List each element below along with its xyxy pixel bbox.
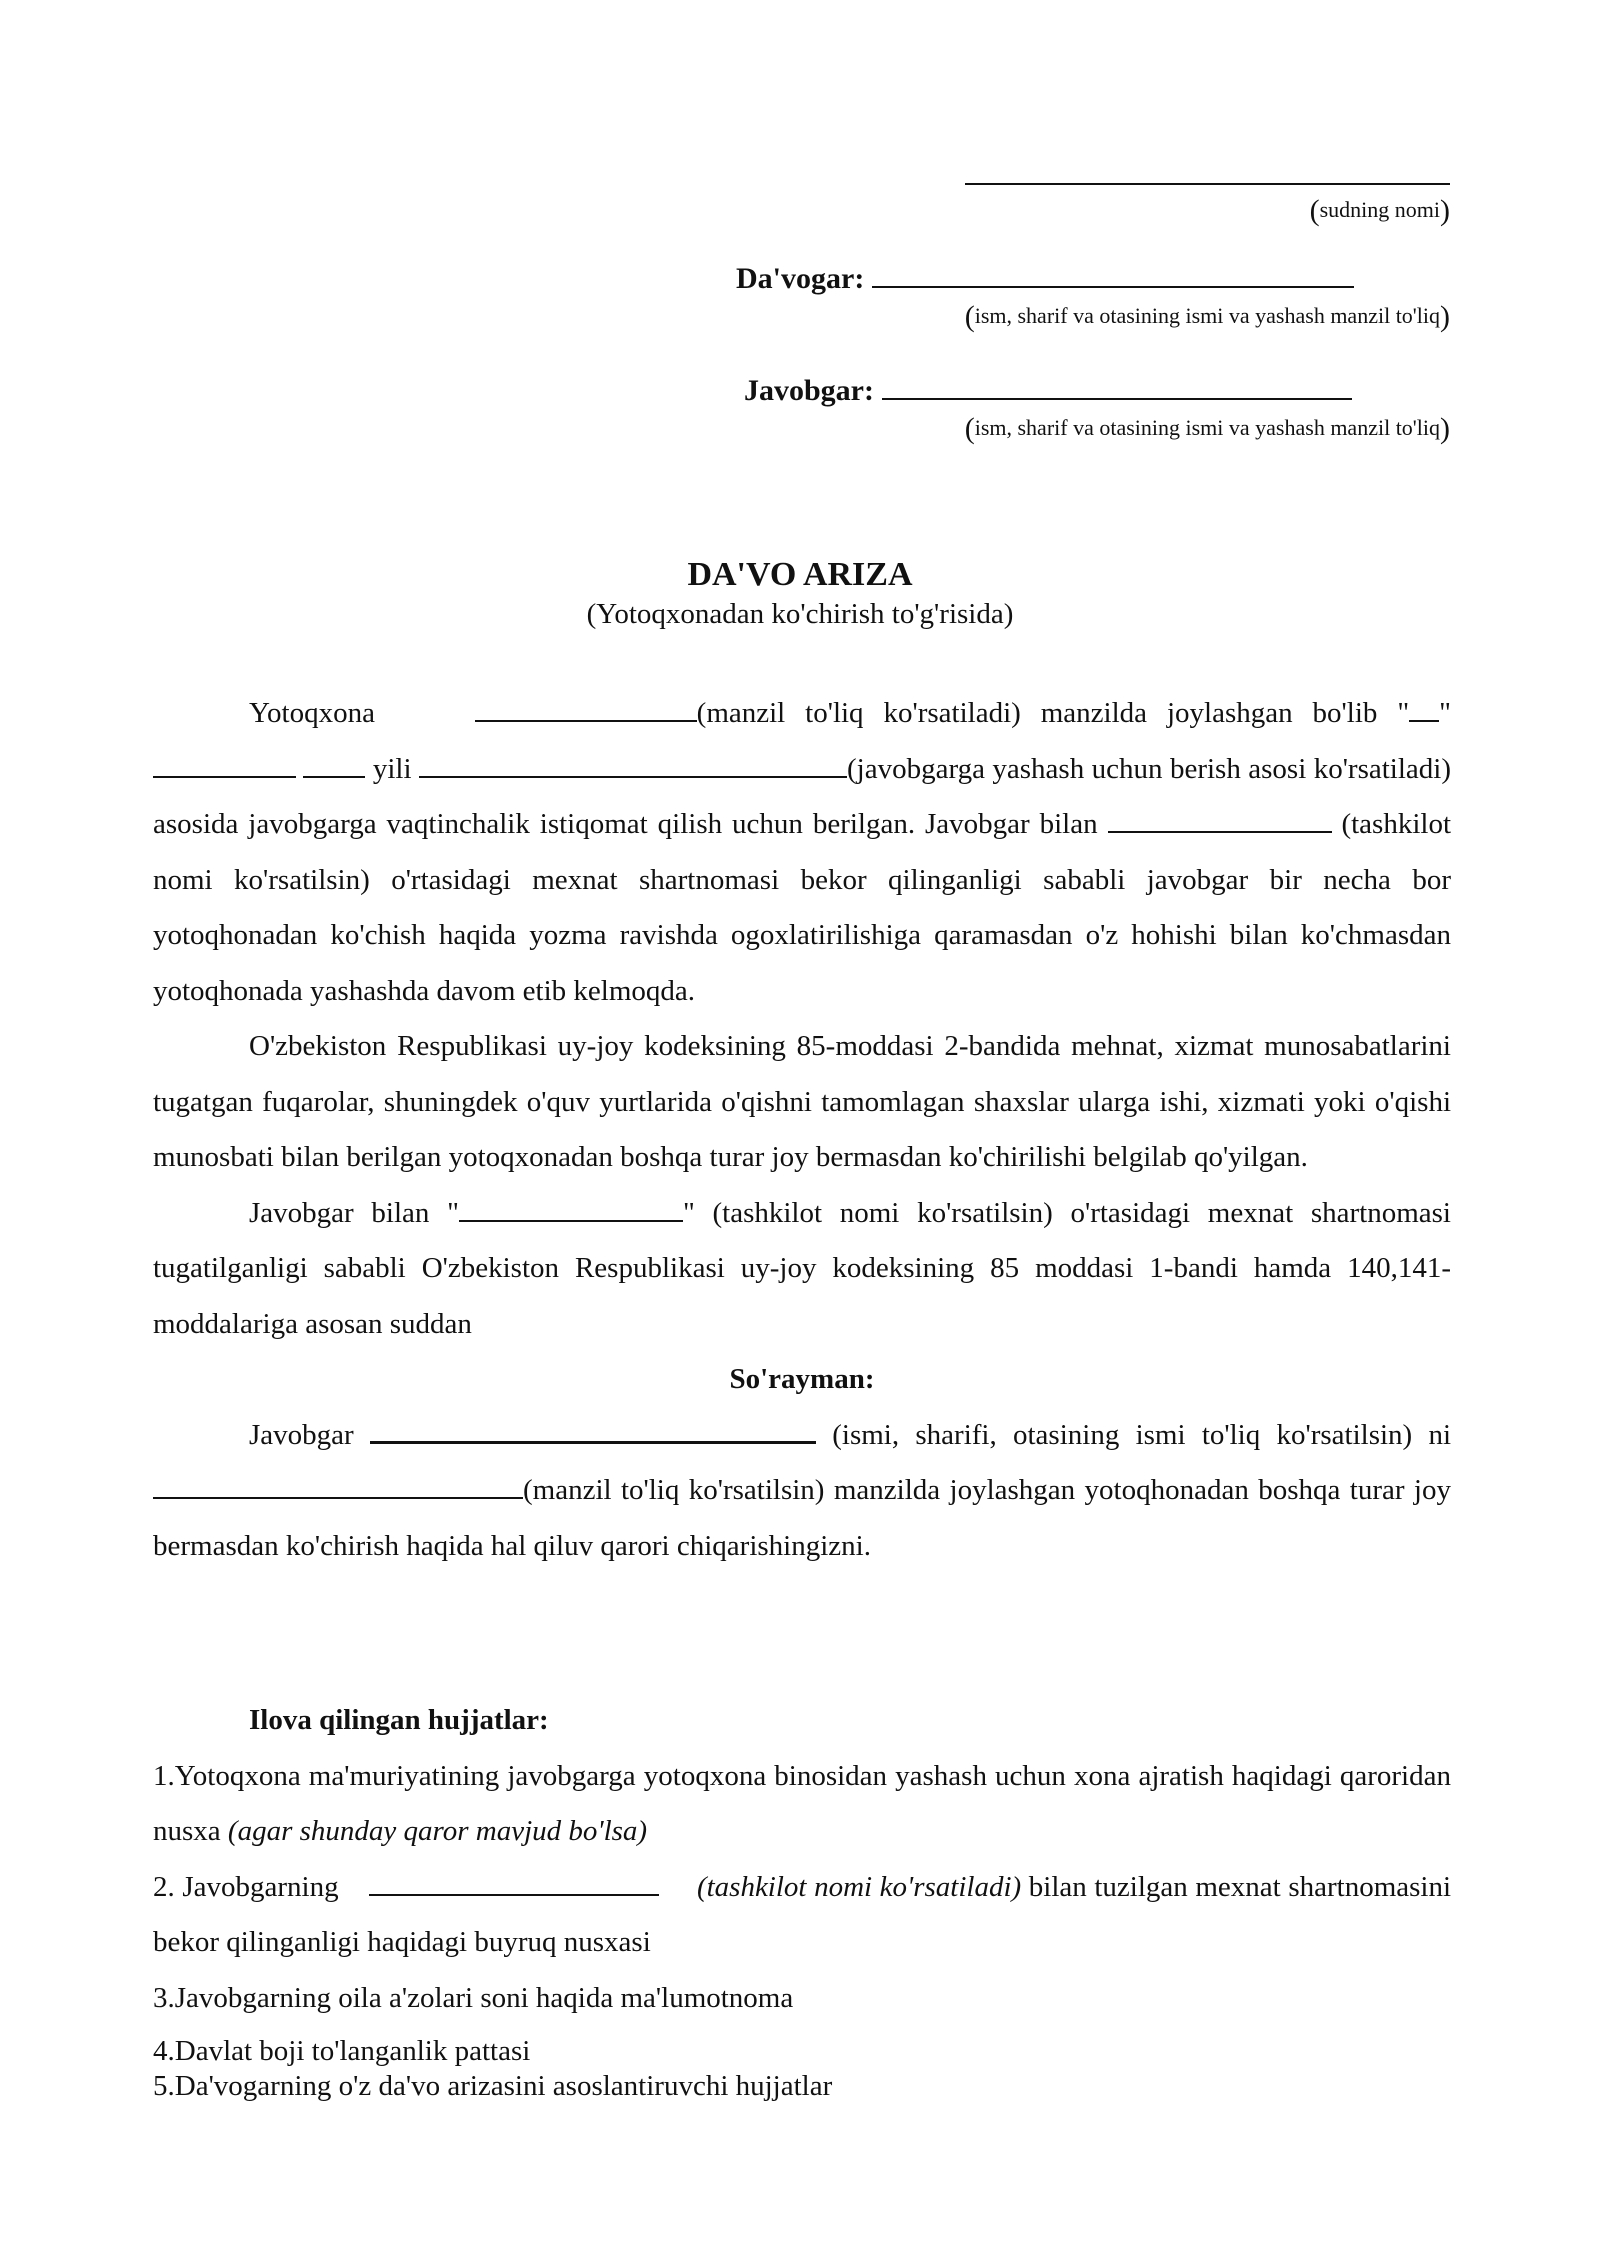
attachment-item-2	[153, 1860, 1451, 1971]
attachment-2-text-1: 2. Javobgarning	[153, 1870, 339, 1903]
attachments-heading: Ilova qilingan hujjatlar:	[249, 1704, 549, 1736]
document-subtitle: (Yotoqxonadan ko'chirish to'g'risida)	[586, 598, 1014, 630]
plaintiff-caption: (ism, sharif va otasining ismi va yashash manzil to'liq)	[964, 300, 1450, 333]
court-caption-text: sudning nomi	[1319, 197, 1440, 222]
paragraph-4	[153, 1408, 1451, 1575]
p1-text-5: (javobgarga yashash uchun berish asosi ko'rsatiladi) asosida javobgarga vaqtinchalik istiqomat qilish uchun berilgan. Javobgar bilan	[153, 752, 1451, 840]
attachment-item-1	[153, 1749, 1451, 1860]
plaintiff-label: Da'vogar:	[736, 262, 865, 295]
organization-blank-3	[369, 1893, 659, 1896]
paragraph-1	[153, 686, 1451, 1019]
defendant-caption: (ism, sharif va otasining ismi va yashash manzil to'liq)	[964, 412, 1450, 445]
address-blank	[475, 719, 697, 722]
month-blank	[153, 775, 296, 778]
p1-text-6: (tashkilot nomi ko'rsatilsin) o'rtasidagi mexnat shartnomasi bekor qilinganligi sababli javobgar bir necha bor yotoqhonadan ko'chish haqida yozma ravishda ogoxlatirilishiga qaramasdan o'z hohishi bilan ko'chmasdan yotoqhonada yashashda davom etib kelmoqda.	[153, 808, 1451, 1007]
attachment-1-text: 1.Yotoqxona ma'muriyatining javobgarga yotoqxona binosidan yashash uchun xona ajratish haqidagi qaroridan nusxa	[153, 1759, 1451, 1847]
plaintiff-caption-text: ism, sharif va otasining ismi va yashash manzil to'liq	[974, 303, 1440, 328]
p1-text-1: Yotoqxona	[249, 697, 375, 729]
defendant-label: Javobgar:	[744, 374, 874, 407]
attachment-2-note: (tashkilot nomi ko'rsatiladi)	[696, 1870, 1022, 1903]
plaintiff-row	[736, 262, 1354, 296]
defendant-name-blank	[370, 1440, 816, 1444]
defendant-row	[744, 374, 1352, 408]
p4-text-3: (manzil to'liq ko'rsatilsin) manzilda joylashgan yotoqhonadan boshqa turar joy bermasdan ko'chirish haqida hal qiluv qarori chiqarishingizni.	[153, 1474, 1451, 1562]
year-blank	[303, 775, 365, 778]
attachment-1-note: (agar shunday qaror mavjud bo'lsa)	[227, 1815, 648, 1847]
basis-blank	[419, 775, 847, 778]
attachment-2-text-2: bilan tuzilgan mexnat shartnomasini bekor qilinganligi haqidagi buyruq nusxasi	[153, 1870, 1452, 1958]
p3-text-1: Javobgar bilan "	[249, 1196, 459, 1229]
attachments-section	[153, 1693, 1451, 2104]
p3-text-2: " (tashkilot nomi ko'rsatilsin) o'rtasidagi mexnat shartnomasi tugatilganligi sababli O'zbekiston Respublikasi uy-joy kodeksining 85 moddasi 1-bandi hamda 140,141-moddalariga asosan suddan	[153, 1196, 1451, 1340]
day-blank	[1409, 719, 1439, 722]
plaintiff-blank	[872, 285, 1354, 288]
p1-text-4: yili	[372, 752, 412, 785]
p4-text-1: Javobgar	[249, 1418, 354, 1451]
request-heading: So'rayman:	[729, 1363, 875, 1395]
p1-text-2: (manzil to'liq ko'rsatiladi) manzilda joylashgan bo'lib "	[696, 697, 1410, 729]
court-name-blank	[965, 183, 1450, 185]
court-caption: (sudning nomi)	[1309, 194, 1450, 227]
organization-blank-2	[459, 1219, 683, 1222]
paragraph-3	[153, 1186, 1451, 1353]
organization-blank-1	[1108, 830, 1332, 833]
defendant-caption-text: ism, sharif va otasining ismi va yashash manzil to'liq	[974, 415, 1440, 440]
document-title: DA'VO ARIZA	[687, 556, 913, 593]
paragraph-2: O'zbekiston Respublikasi uy-joy kodeksining 85-moddasi 2-bandida mehnat, xizmat munosabatlarini tugatgan fuqarolar, shuningdek o'quv yurtlarida o'qishni tamomlagan shaxslar ularga ishi, xizmati yoki o'qishi munosbati bilan berilgan yotoqxonadan boshqa turar joy bermasdan ko'chirilishi belgilab qo'yilgan.	[153, 1030, 1451, 1173]
p4-text-2: (ismi, sharifi, otasining ismi to'liq ko'rsatilsin) ni	[832, 1418, 1452, 1451]
attachment-item-5: 5.Da'vogarning o'z da'vo arizasini asoslantiruvchi hujjatlar	[153, 2070, 833, 2102]
defendant-blank	[882, 397, 1352, 400]
document-body	[153, 686, 1451, 1574]
dormitory-address-blank	[153, 1496, 523, 1499]
attachment-item-3: 3.Javobgarning oila a'zolari soni haqida ma'lumotnoma	[153, 1981, 794, 2014]
attachment-item-4: 4.Davlat boji to'langanlik pattasi	[153, 2035, 531, 2067]
p1-text-3: "	[1439, 697, 1451, 729]
